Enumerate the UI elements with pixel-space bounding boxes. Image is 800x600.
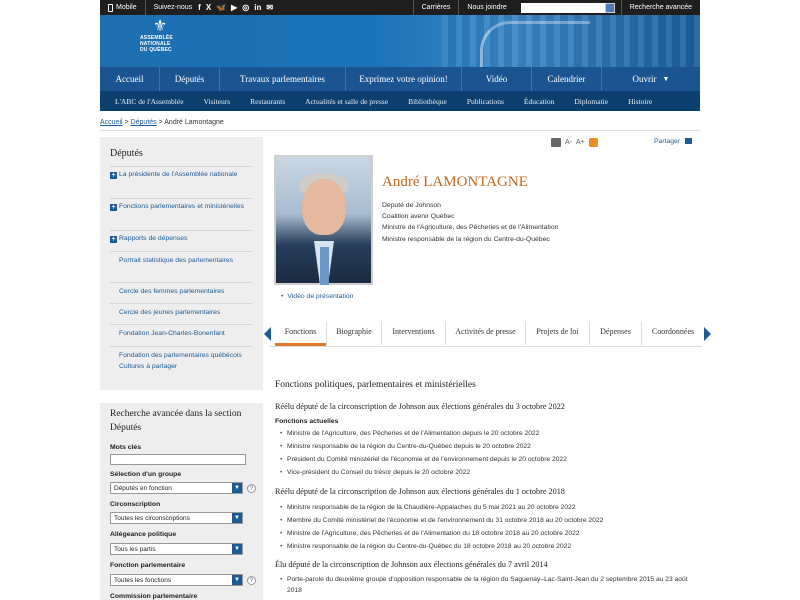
sidebar-item-label: Rapports de dépenses xyxy=(119,235,188,242)
list-item xyxy=(280,428,690,439)
list-item-text: • Vice-président du Conseil du trésor depuis le 20 octobre 2022 xyxy=(287,469,471,476)
email-icon[interactable]: ✉ xyxy=(266,3,274,12)
advanced-search-panel xyxy=(100,403,263,600)
group-label: Sélection d'un groupe xyxy=(110,471,182,478)
linkedin-icon[interactable]: in xyxy=(254,3,262,12)
group-select[interactable] xyxy=(110,482,243,494)
chevron-down-icon: ▼ xyxy=(662,75,670,83)
subnav-restaurants[interactable]: Restaurants xyxy=(250,96,286,106)
share-label: Partager xyxy=(654,138,681,145)
list-item xyxy=(280,528,690,539)
chevron-down-icon: ▼ xyxy=(232,544,242,554)
list-item xyxy=(280,515,690,526)
breadcrumb-current: André Lamontagne xyxy=(164,119,224,126)
list-item xyxy=(280,502,690,513)
sidebar-item-label: Fondation Jean-Charles-Bonenfant xyxy=(119,330,225,337)
secondary-nav xyxy=(100,91,700,111)
sidebar-item-cultures[interactable] xyxy=(110,346,252,372)
nav-travaux[interactable]: Travaux parlementaires xyxy=(220,67,346,91)
photo-face xyxy=(302,179,346,235)
breadcrumb-separator: > xyxy=(124,119,129,126)
chevron-down-icon: ▼ xyxy=(232,575,242,585)
subnav-publications[interactable]: Publications xyxy=(466,96,504,106)
circ-select[interactable] xyxy=(110,512,243,524)
subnav-education[interactable]: Éducation xyxy=(523,96,555,106)
list-item-text: • Ministre responsable de la région du Centre-du-Québec depuis le 20 octobre 2022 xyxy=(287,443,531,450)
list-item xyxy=(280,454,690,465)
font-decrease-button[interactable]: A- xyxy=(565,139,572,146)
list-item-text: • Porte-parole du deuxième groupe d'opposition responsable de la région du Saguenay–Lac-Saint-Jean du 2 septembre 2015 au 23 août 2018 xyxy=(287,576,688,594)
advanced-search-link[interactable]: Recherche avancée xyxy=(621,0,700,15)
section-title: Élu député de la circonscription de Johnson aux élections générales du 7 avril 2014 xyxy=(275,560,548,569)
sidebar-item-femmes[interactable] xyxy=(110,282,252,298)
party-select[interactable] xyxy=(110,543,243,555)
plus-icon[interactable]: + xyxy=(111,204,116,211)
sidebar-item-label: Fonctions parlementaires et ministérielles xyxy=(119,203,245,210)
sidebar xyxy=(100,137,263,390)
subnav-abc[interactable]: L'ABC de l'Assemblée xyxy=(115,96,184,106)
mobile-link[interactable] xyxy=(100,0,146,15)
deputy-role: Député de Johnson xyxy=(382,202,441,209)
tab-interventions[interactable]: Interventions xyxy=(382,322,446,345)
nav-calendrier[interactable]: Calendrier xyxy=(532,67,602,91)
chevron-down-icon: ▼ xyxy=(232,483,242,493)
sidebar-item-label: La présidente de l'Assemblée nationale xyxy=(119,171,238,178)
list-item-text: • Ministre de l'Agriculture, des Pêcheries et de l'Alimentation du 18 octobre 2018 au 20 octobre 2022 xyxy=(287,530,580,537)
divider xyxy=(100,130,700,131)
assembly-logo[interactable] xyxy=(140,19,180,53)
section-title: Réélu député de la circonscription de Johnson aux élections générales du 3 octobre 2022 xyxy=(275,402,565,411)
list-item-text: • Président du Comité ministériel de l'économie et de l'environnement depuis le 20 octobre 2022 xyxy=(287,456,567,463)
section-title: Réélu député de la circonscription de Johnson aux élections générales du 1 octobre 2018 xyxy=(275,487,565,496)
fleur-de-lis-icon: ⚜ xyxy=(152,18,168,35)
subnav-histoire[interactable]: Histoire xyxy=(628,96,653,106)
open-label: Ouvrir xyxy=(632,74,657,84)
sidebar-item-label: Fondation des parlementaires québécois Cultures à partager xyxy=(119,352,242,370)
facebook-icon[interactable]: f xyxy=(198,3,201,12)
advanced-search-title: Recherche avancée dans la section Députés xyxy=(110,409,242,433)
help-icon[interactable]: ? xyxy=(247,484,256,493)
share-icon xyxy=(685,138,692,144)
breadcrumb-home[interactable]: Accueil xyxy=(100,119,123,126)
tab-depenses[interactable]: Dépenses xyxy=(590,322,642,345)
sidebar-title: Députés xyxy=(110,148,143,159)
tab-coordonnees[interactable]: Coordonnées xyxy=(651,327,695,336)
sidebar-item-rapports[interactable] xyxy=(110,230,252,245)
tab-projets-loi[interactable]: Projets de loi xyxy=(526,322,590,345)
search-button[interactable] xyxy=(605,3,615,13)
deputy-role: Ministre de l'Agriculture, des Pêcheries et de l'Alimentation xyxy=(382,224,559,232)
font-increase-button[interactable]: A+ xyxy=(576,139,585,146)
party-select-value: Tous les partis xyxy=(114,546,156,553)
search-input[interactable] xyxy=(521,3,605,13)
main-nav xyxy=(100,67,700,91)
list-item-text: • Ministre de l'Agriculture, des Pêcheries et de l'Alimentation depuis le 20 octobre 2022 xyxy=(287,430,540,437)
youtube-icon[interactable]: ▶ xyxy=(231,3,238,12)
keywords-input[interactable] xyxy=(110,454,246,465)
profile-tabs xyxy=(262,322,712,347)
list-item xyxy=(280,574,690,596)
circ-select-value: Toutes les circonscriptions xyxy=(114,515,190,522)
tabs-next-arrow-icon[interactable] xyxy=(704,327,711,341)
sidebar-item-presidente[interactable] xyxy=(110,166,252,181)
list-item-text: • Ministre responsable de la région de la Chaudière-Appalaches du 5 mai 2021 au 20 octobre 2022 xyxy=(287,504,576,511)
follow-label: Suivez-nous xyxy=(153,4,193,11)
sidebar-item-fondation-jcb[interactable] xyxy=(110,324,252,340)
list-item xyxy=(280,541,690,552)
nav-accueil[interactable]: Accueil xyxy=(100,67,160,91)
help-icon[interactable]: ? xyxy=(247,576,256,585)
divider xyxy=(270,346,702,347)
bluesky-icon[interactable]: 🦋 xyxy=(216,3,227,12)
header-banner xyxy=(100,15,700,67)
plus-icon[interactable]: + xyxy=(111,236,116,243)
page-tools xyxy=(551,138,598,147)
sidebar-item-label: Portrait statistique des parlementaires xyxy=(119,257,234,264)
sidebar-item-label: Cercle des jeunes parlementaires xyxy=(119,309,221,316)
committee-label: Commission parlementaire xyxy=(110,593,198,600)
sidebar-item-fonctions[interactable] xyxy=(110,198,252,213)
mobile-label: Mobile xyxy=(116,4,137,11)
nav-open-menu[interactable] xyxy=(602,67,700,91)
sidebar-item-jeunes[interactable] xyxy=(110,303,252,319)
list-item xyxy=(280,441,690,452)
top-bar xyxy=(100,0,700,15)
tab-biographie[interactable]: Biographie xyxy=(327,322,382,345)
nav-video[interactable]: Vidéo xyxy=(462,67,532,91)
list-item-text: • Membre du Comité ministériel de l'économie et de l'environnement du 31 octobre 2018 au 20 octobre 2022 xyxy=(287,517,604,524)
video-presentation-link[interactable]: • Vidéo de présentation xyxy=(281,293,353,300)
share-button[interactable] xyxy=(654,138,692,145)
tab-activites-presse[interactable]: Activités de presse xyxy=(446,322,526,345)
chevron-down-icon: ▼ xyxy=(232,513,242,523)
logo-line1: ASSEMBLÉE xyxy=(140,35,173,41)
deputy-roles xyxy=(382,200,558,245)
deputy-name: André LAMONTAGNE xyxy=(382,174,528,190)
list-item-text: • Ministre responsable de la région du Centre-du-Québec du 18 octobre 2018 au 20 octobre 2022 xyxy=(287,543,572,550)
tab-fonctions[interactable]: Fonctions xyxy=(275,322,327,345)
logo-line3: DU QUÉBEC xyxy=(140,47,172,53)
circ-label: Circonscription xyxy=(110,501,161,508)
party-label: Allégeance politique xyxy=(110,531,177,538)
nav-opinion[interactable]: Exprimez votre opinion! xyxy=(346,67,462,91)
tabs-prev-arrow-icon[interactable] xyxy=(264,327,271,341)
x-icon[interactable]: X xyxy=(205,3,212,12)
function-select-value: Toutes les fonctions xyxy=(114,577,172,584)
sidebar-item-portrait[interactable] xyxy=(110,251,252,267)
content-heading: Fonctions politiques, parlementaires et ministérielles xyxy=(275,380,476,390)
deputy-role: Ministre responsable de la région du Centre-du-Québec xyxy=(382,235,550,243)
careers-link[interactable]: Carrières xyxy=(413,0,459,15)
subnav-actualites[interactable]: Actualités et salle de presse xyxy=(305,96,389,106)
group-select-value: Députés en fonction xyxy=(114,485,172,492)
instagram-icon[interactable]: ◎ xyxy=(242,3,250,12)
subnav-diplomatie[interactable]: Diplomatie xyxy=(574,96,609,106)
function-select[interactable] xyxy=(110,574,243,586)
function-label: Fonction parlementaire xyxy=(110,562,186,569)
logo-line2: NATIONALE xyxy=(140,41,171,47)
search-box xyxy=(521,3,615,13)
current-functions-label: Fonctions actuelles xyxy=(275,418,339,425)
sidebar-item-label: Cercle des femmes parlementaires xyxy=(119,288,225,295)
deputy-role: Coalition avenir Québec xyxy=(382,213,455,221)
breadcrumb-deputes[interactable]: Députés xyxy=(130,119,157,126)
rss-icon[interactable] xyxy=(589,138,598,147)
subnav-bibliotheque[interactable]: Bibliothèque xyxy=(408,96,447,106)
plus-icon[interactable]: + xyxy=(111,172,116,179)
keywords-label: Mots clés xyxy=(110,444,141,451)
building-roof-decor xyxy=(480,21,590,67)
breadcrumb-separator: > xyxy=(158,119,163,126)
contact-link[interactable]: Nous joindre xyxy=(458,0,514,15)
breadcrumb xyxy=(100,119,224,126)
photo-tie xyxy=(320,247,329,285)
subnav-visiteurs[interactable]: Visiteurs xyxy=(203,96,231,106)
deputy-photo xyxy=(274,155,373,285)
print-icon[interactable] xyxy=(551,138,561,147)
nav-deputes[interactable]: Députés xyxy=(160,67,220,91)
list-item xyxy=(280,467,690,478)
mobile-icon xyxy=(108,4,113,12)
